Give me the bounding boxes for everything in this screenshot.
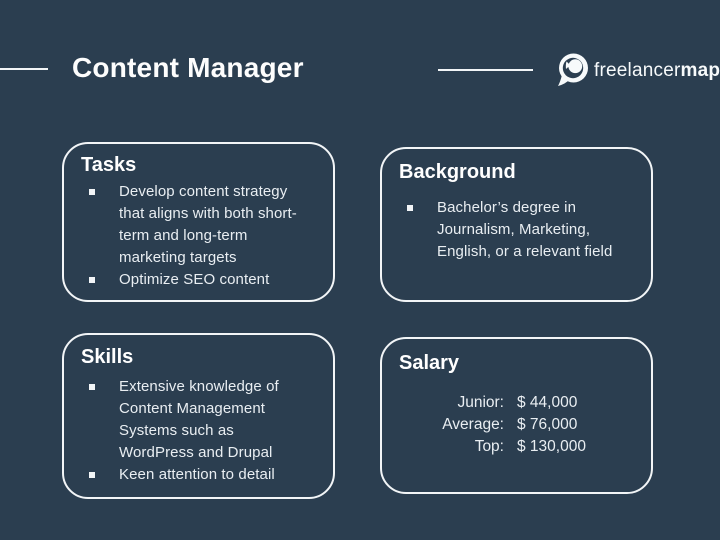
list-item <box>81 181 321 269</box>
freelancermap-logo <box>555 51 720 89</box>
card-tasks-bullet-list <box>81 181 321 291</box>
logo-text-map: map <box>680 60 720 81</box>
square-bullet-icon <box>89 189 95 195</box>
card-salary-title: Salary <box>399 352 460 374</box>
logo-text-freelancer: freelancer <box>594 60 681 81</box>
salary-value-top: $ 130,000 <box>517 438 586 455</box>
salary-label-top: Top: <box>474 438 504 455</box>
bullet-text: Extensive knowledge of Content Management Systems such as WordPress and Drupal <box>119 378 279 461</box>
bullet-text: Bachelor’s degree in Journalism, Marketing, English, or a relevant field <box>437 199 613 260</box>
salary-label-junior: Junior: <box>457 394 504 411</box>
bullet-text: Optimize SEO content <box>119 271 270 288</box>
card-background-title: Background <box>399 161 516 183</box>
card-background-bullet-list <box>399 197 639 263</box>
card-tasks-title: Tasks <box>81 154 137 176</box>
salary-table <box>399 392 639 458</box>
card-skills-title: Skills <box>81 346 134 368</box>
bullet-text: Keen attention to detail <box>119 466 275 483</box>
square-bullet-icon <box>89 277 95 283</box>
bullet-text: Develop content strategy that aligns with both short-term and long-term marketing targets <box>119 183 297 266</box>
card-skills-bullet-list <box>81 376 321 486</box>
square-bullet-icon <box>89 384 95 390</box>
list-item <box>81 376 321 464</box>
card-salary <box>380 337 653 494</box>
salary-value-junior: $ 44,000 <box>517 394 578 411</box>
salary-label-average: Average: <box>442 416 504 433</box>
list-item <box>81 464 321 486</box>
square-bullet-icon <box>89 472 95 478</box>
card-tasks <box>62 142 335 302</box>
freelancermap-bubble-icon <box>555 51 592 89</box>
list-item <box>81 269 321 291</box>
header-middle-line <box>438 69 533 71</box>
salary-value-average: $ 76,000 <box>517 416 578 433</box>
square-bullet-icon <box>407 205 413 211</box>
card-background <box>380 147 653 302</box>
card-skills <box>62 333 335 499</box>
logo-wordmark <box>594 60 720 82</box>
page-title: Content Manager <box>72 52 304 83</box>
header-left-line <box>0 68 48 70</box>
list-item <box>399 197 639 263</box>
